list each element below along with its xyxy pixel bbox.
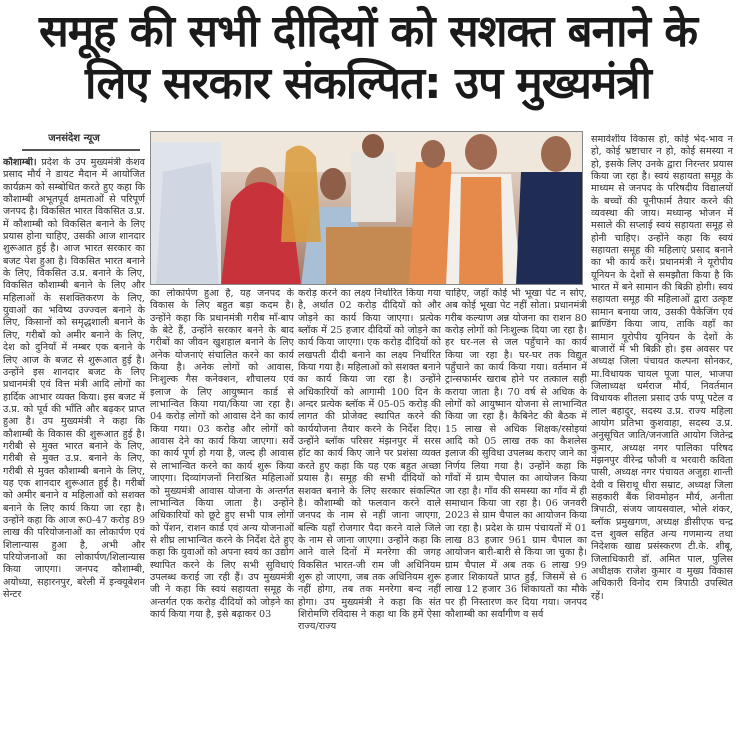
column-2-text: का लोकार्पण हुआ है, यह जनपद के विकास के लिए बहुत बड़ा कदम है। उन्होंने कहा कि प्रधानमंत्री गरीब माँ-बाप के बेटे हैं, उन्होंने सरकार बनने के बाद गरीबों का जीवन खुशहाल बनाने के लिए अनेक योजनाएं संचालित करने का कार्य किया है। अनेक लोगों को आवास, निःशुल्क गैस कनेक्शन, शौचालय एवं इलाज के लिए आयुष्मान कार्ड से लाभान्वित किया गया/किया जा रहा है। 04 करोड़ लोगों को आवास देने का कार्य किया गया। 03 करोड़ और लोगों को आवास देने का कार्य किया जाएगा। सर्वे का कार्य पूर्ण हो गया है, जल्द ही आवास से लाभान्वित करने का कार्य शुरू किया जाएगा। दिव्यांगजनों निराश्रित महिलाओं को मुख्यमंत्री आवास योजना के अन्तर्गत लाभान्वित किया जाता है। उन्होंने अधिकारियों को छूटे हुए सभी पात्र लोगों को पेंशन, राशन कार्ड एवं अन्य योजनाओं से शीघ्र लाभान्वित करने के निर्देश देते हुए कहा कि युवाओं को अपना स्वयं का उद्योग स्थापित करने के लिए सभी सुविधाएं उपलब्ध कराई जा रही हैं। उप मुख्यमंत्री जी ने कहा कि स्वयं सहायता समूह के अन्तर्गत एक करोड़ दीदियों को जोड़ने का कार्य किया गया है, इसे बढ़ाकर 03 bbox=[150, 288, 294, 620]
photo-illustration bbox=[151, 132, 583, 285]
news-photo bbox=[150, 131, 583, 285]
stall-table bbox=[326, 227, 416, 285]
article-column-4 bbox=[445, 288, 587, 732]
headline bbox=[0, 6, 736, 110]
woman-blue-shirt-face bbox=[320, 168, 346, 200]
left-figure-drape bbox=[156, 162, 219, 285]
column-1-text: प्रदेश के उप मुख्यमंत्री केशव प्रसाद मौर्य ने डायट मैदान में आयोजित कार्यक्रम को सम्बोधित करते हुए कहा कि कौशाम्बी अभूतपूर्व क्षमताओं से परिपूर्ण जनपद है। विकसित भारत विकसित उ.प्र. में कौशाम्बी को विकसित बनाने के लिए प्रयास होना चाहिए, उसकी आज शानदार शुरूआत हुई है। आज भारत सरकार का बजट पेश हुआ है। विकसित भारत बनाने के लिए, विकसित उ.प्र. बनाने के लिए, विकसित कौशाम्बी बनाने के लिए और महिलाओं के सशक्तिकरण के लिए, युवाओं का भविष्य उज्ज्वल बनाने के लिए, किसानों को समृद्धशाली बनाने के लिए, गरीबों को अमीर बनाने के लिए, देश को दुनियाँ में नम्बर एक बनाने के लिए आज के बजट से शुरूआत हुई है। उन्होंने इस शानदार बजट के लिए प्रधानमंत्री एवं वित्त मंत्री आदि लोगों का हार्दिक आभार व्यक्त किया। इस बजट में उ.प्र. को पूर्व की भाँति और बढ़कर प्राप्त हुआ है। उप मुख्यमंत्री ने कहा कि कौशाम्बी के विकास की शुरूआत हुई है। गरीबी से मुक्त भारत बनाने के लिए, गरीबी से मुक्त उ.प्र. बनाने के लिए, गरीबी से मुक्त कौशाम्बी बनाने के लिए, यह एक शानदार शुरूआत हुई है। गरीबों को अमीर बनाने व महिलाओं को सशक्त बनाने के लिए कार्य किया जा रहा है। उन्होंने कहा कि आज रू0-47 करोड़ 89 लाख की परियोजनाओं का लोकार्पण एवं शिलान्यास हुआ है, अभी और परियोजनाओं का लोकार्पण/शिलान्यास किया जाएगा। जनपद कौशाम्बी, अयोध्या, सहारनपुर, बरेली में इन्क्यूबेशन सेन्टर bbox=[3, 157, 145, 601]
man-white-shirt bbox=[351, 152, 396, 222]
byline: जनसंदेश न्यूज bbox=[48, 133, 100, 144]
headline-line-1: समूह की सभी दीदियों को सशक्त बनाने के bbox=[38, 6, 697, 57]
officer-navy-suit bbox=[516, 172, 583, 285]
headline-line-2: लिए सरकार संकल्पित: उप मुख्यमंत्री bbox=[85, 58, 651, 109]
deputy-cm-face bbox=[465, 134, 497, 170]
officer-face bbox=[541, 136, 571, 172]
deputy-cm-saffron-jacket bbox=[459, 177, 503, 285]
article-column-1 bbox=[3, 157, 145, 732]
column-5-text: समावेशीय विकास हो, कोई भेद-भाव न हो, कोई भ्रष्टाचार न हो, कोई समस्या न हो, इसके लिए उनके द्वारा निरन्तर प्रयास किया जा रहा है। स्वयं सहायता समूह के माध्यम से जनपद के परिषदीय विद्यालयों के बच्चों की यूनीफार्म तैयार करने की व्यवस्था की जाय। मध्यान्ह भोजन में मसाले की सप्लाई स्वयं सहायता समूह से होनी चाहिए। उन्होंने कहा कि स्वयं सहायता समूह की महिलाएं प्रसाद बनाने का भी कार्य करें। प्रधानमंत्री ने यूरोपीय यूनियन के देशों से समझौता किया है कि भारत में बने सामान की बिक्री होगी। स्वयं सहायता समूह की महिलाओं द्वारा उत्कृष्ट सामान बनाया जाय, उसकी पैकेजिंग एवं ब्राण्डिंग किया जाय, ताकि वहाँ का सामान यूरोपीय यूनियन के देशों के बाजारों में भी बिक्री हो। इस अवसर पर अध्यक्ष जिला पंचायत कल्पना सोनकर, मा.विधायक चायल पूजा पाल, भाजपा जिलाध्यक्ष धर्मराज मौर्य, निवर्तमान विधायक शीतला प्रसाद उर्फ पप्पू पटेल व लाल बहादुर, सदस्य उ.प्र. राज्य महिला आयोग प्रतिभा कुशवाहा, सदस्य उ.प्र. अनुसूचित जाति/जनजाति आयोग जितेन्द्र कुमार, अध्यक्ष नगर पालिका परिषद मंझनपुर वीरेन्द्र फौजी व भरवारी कविता पासी, अध्यक्ष नगर पंचायत अजुहा शान्ती देवी व सिराथू धीरा सम्राट, अध्यक्ष जिला सहकारी बैंक शिवमोहन मौर्य, अनीता त्रिपाठी, संजय जायसवाल, भोले शंकर, ब्लॉक प्रमुखगण, अध्यक्ष डीसीएफ चन्द्र दत्त शुक्ल सहित अन्य गणमान्य तथा निदेशक खाद्य प्रसंस्करण टी.के. शीबू, जिलाधिकारी डॉ. अमित पाल, पुलिस अधीक्षक राजेश कुमार व मुख्य विकास अधिकारी विनोद राम त्रिपाठी उपस्थित रहें। bbox=[591, 134, 733, 602]
woman-yellow-dupatta bbox=[281, 146, 321, 242]
column-4-text: चाहिए, जहाँ कोई भी भूखा पेट न सोए, अब कोई भूखा पेट नहीं सोता। प्रधानमंत्री गरीब कल्याण अन्न योजना का राशन 80 करोड़ लोगों को निःशुल्क दिया जा रहा है। हर घर-नल से जल पहुँचाने का कार्य किया जा रहा है। घर-घर तक विद्युत पहुँचाने का कार्य किया गया। वर्तमान में ट्रान्सफार्मर खराब होने पर तत्काल सही कराया जाता है। 70 वर्ष से अधिक के लोगों को आयुष्मान योजना से लाभान्वित किया जा रहा है। कैबिनेट की बैठक में 15 लाख से अधिक शिक्षक/रसोइयां आदि को 05 लाख तक का कैशलेस इलाज की सुविधा उपलब्ध कराए जाने का निर्णय लिया गया है। उन्होंने कहा कि गाँवों में ग्राम चैपाल का आयोजन किया जा रहा है। गाँव की समस्या का गाँव में ही समाधान किया जा रहा है। 06 जनवरी 2023 से ग्राम चैपाल का आयोजन किया जा रहा है। प्रदेश के ग्राम पंचायतों में 01 लाख 83 हजार 961 ग्राम चैपाल का आयोजन बारी-बारी से किया जा चुका है। ग्राम चैपाल में अब तक 6 लाख 99 हजार शिकायतें प्राप्त हुईं, जिसमें से 6 लाख 12 हजार 36 शिकायतों का मौके पर ही निस्तारण कर दिया गया। जनपद कौशाम्बी का सर्वांगीण व सर्व bbox=[445, 288, 587, 620]
article-column-5 bbox=[591, 134, 733, 732]
dateline: कौशाम्बी। bbox=[3, 157, 37, 168]
article-column-3 bbox=[298, 288, 441, 732]
column-3-text: करोड़ करने का लक्ष्य निर्धारित किया गया है, अर्थात 02 करोड़ दीदियों को और जोड़ने का कार्य किया जाएगा। प्रत्येक ब्लॉक में 25 हजार दीदियों को जोड़ने का कार्य किया जाएगा। एक करोड़ दीदियों को लखपती दीदी बनाने का लक्ष्य निर्धारित किया गया है। महिलाओं को सशक्त बनाने का कार्य किया जा रहा है। उन्होंने अधिकारियों को आगामी 100 दिन के अन्दर प्रत्येक ब्लॉक में 05-05 करोड़ की लागत की प्रोजेक्ट स्थापित करने की कार्ययोजना तैयार करने के निर्देश दिए। उन्होंने ब्लॉक परिसर मंझनपुर में सरस हॉट का कार्य किए जाने पर प्रशंसा व्यक्त करते हुए कहा कि यह एक बहुत अच्छा प्रयास है। समूह की सभी दीदियों को सशक्त बनाने के लिए सरकार संकल्पित है। कौशाम्बी को फलवान करने वाले जनपद के नाम से नहीं जाना जाएगा, बल्कि यहाँ रोजगार पैदा करने वाले जिले के नाम से जाना जाएगा। उन्होंने कहा कि आने वाले दिनों में मनरेगा की जगह विकसित भारत-जी राम जी अधिनियम शुरू हो जाएगा, जब तक अधिनियम शुरू नहीं होगा, तब तक मनरेगा बन्द नहीं होगा। उप मुख्यमंत्री ने कहा कि संत शिरोमणि रविदास ने कहा था कि हमें ऐसा राज्य/राज्य bbox=[298, 288, 441, 633]
man-white-shirt-face bbox=[362, 134, 384, 158]
saffron-scarf-man-face bbox=[421, 140, 445, 168]
byline-divider bbox=[22, 149, 140, 151]
article-column-2 bbox=[150, 288, 294, 732]
